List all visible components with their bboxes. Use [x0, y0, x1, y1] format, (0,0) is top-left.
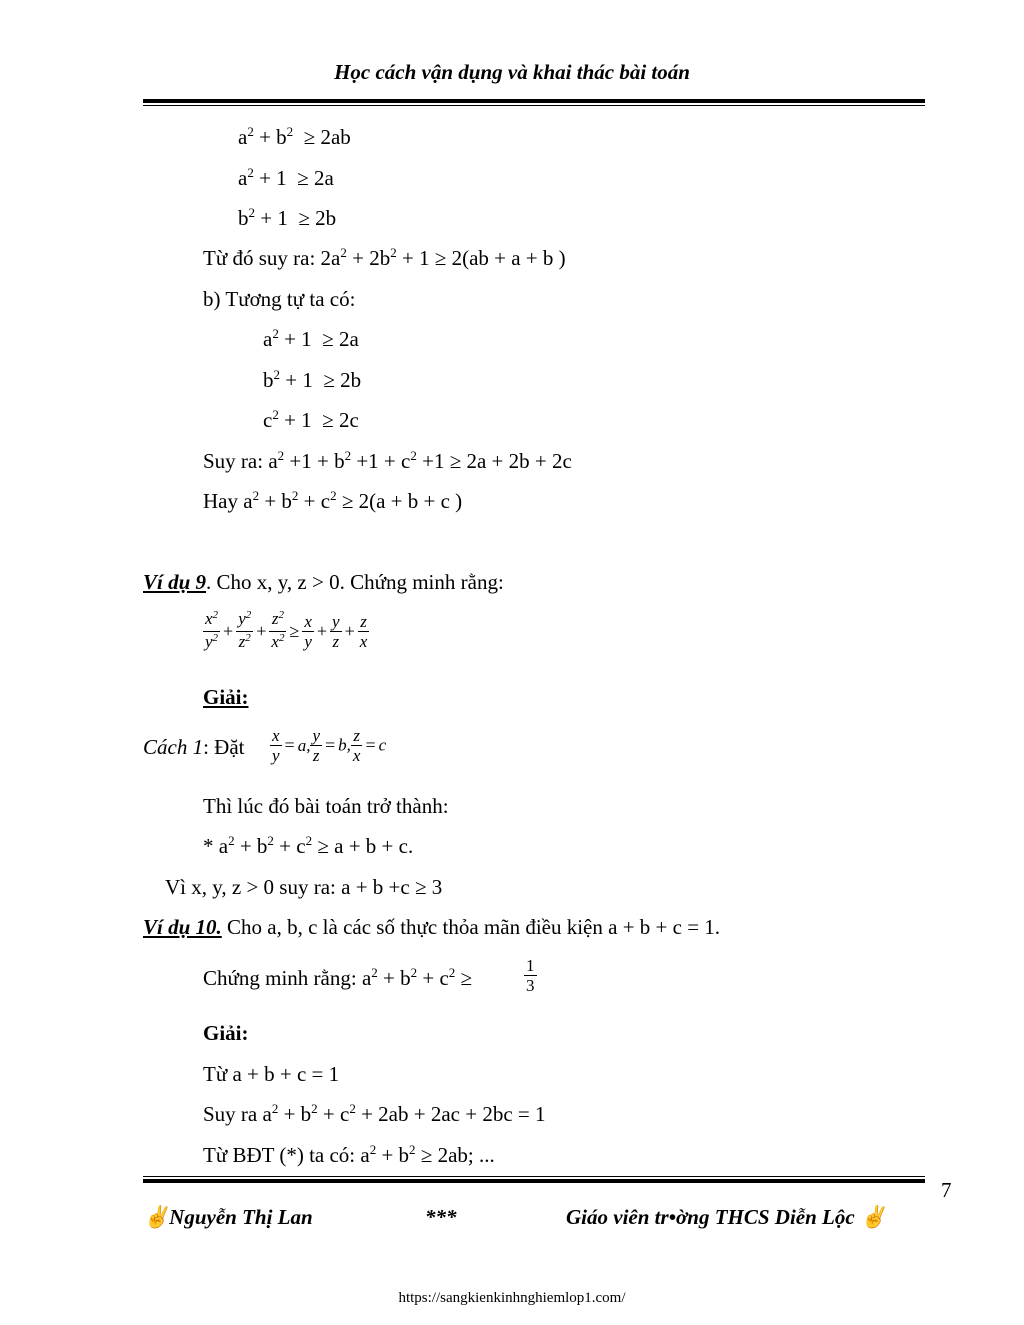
- starred-inequality: * $a^2 + b^2 + c^2 \ge a + b + c$.: [203, 833, 414, 858]
- ineq-line-6: $a^2 + 1 \ge 2a$: [263, 326, 359, 351]
- since-line: Vì x, y, z > 0 suy ra: a + b +c ≥ 3: [165, 875, 443, 899]
- one-third-fraction: $\frac{1}{3}$: [526, 956, 535, 995]
- footer-school: Giáo viên tr•ờng THCS Diễn Lộc ✌: [566, 1205, 887, 1229]
- substitution-formula: $\frac{x}{y}$ = a, $\frac{y}{z}$ = b, $\frac{z}{x}$ = c: [272, 726, 387, 765]
- example-10-prove: Chứng minh rằng: $a^2 + b^2 + c^2$ ≥: [203, 965, 473, 990]
- header-rule-thin: [143, 105, 925, 106]
- ineq-line-8: $c^2 + 1 \ge 2c$: [263, 407, 359, 432]
- example-10-solution-label: Giải:: [203, 1021, 249, 1045]
- solution-step-3: Từ BĐT (*) ta có: $a^2 + b^2 \ge 2ab$; ...: [203, 1142, 495, 1167]
- example-9-solution-label: Giải:: [203, 685, 249, 709]
- footer-author: ✌Nguyễn Thị Lan: [143, 1205, 313, 1229]
- ineq-line-4: Từ đó suy ra: $2a^2 + 2b^2 + 1 \ge 2(ab + a + b$ ): [203, 245, 566, 270]
- example-10-heading: Ví dụ 10. Cho a, b, c là các số thực thỏa mãn điều kiện a + b + c = 1.: [143, 915, 721, 939]
- footer-rule-thin: [143, 1176, 925, 1177]
- page-header-title: Học cách vận dụng và khai thác bài toán: [334, 60, 690, 84]
- transform-text: Thì lúc đó bài toán trở thành:: [203, 794, 449, 818]
- conclusion-line: Hay $a^2 + b^2 + c^2 \ge 2(a + b + c$ ): [203, 488, 463, 513]
- footer-stars: ***: [425, 1205, 457, 1229]
- footer-url-link[interactable]: https://sangkienkinhnghiemlop1.com/: [398, 1290, 626, 1306]
- solution-step-1: Từ a + b + c = 1: [203, 1062, 340, 1086]
- ineq-line-3: $b^2 + 1 \ge 2b$: [238, 205, 337, 230]
- example-9-inequality: $\frac{x^2}{y^2}$ + $\frac{y^2}{z^2}$ + $\frac{z^2}{x^2}$ ≥ $\frac{x}{y}$ + $\frac{y}{z}$ + $\frac{z}{x}$: [205, 609, 368, 651]
- example-9-heading: Ví dụ 9. Cho x, y, z > 0. Chứng minh rằng:: [143, 570, 504, 594]
- ineq-line-7: $b^2 + 1 \ge 2b$: [263, 367, 362, 392]
- header-rule-thick: [143, 99, 925, 103]
- sum-line: Suy ra: $a^2 +1 + b^2 +1 + c^2 +1 \ge 2a + 2b + 2c$: [203, 448, 572, 473]
- footer-rule-thick: [143, 1179, 925, 1183]
- page-number: 7: [941, 1178, 952, 1202]
- ineq-line-2: $a^2 + 1 \ge 2a$: [238, 165, 334, 190]
- part-b-intro: b) Tương tự ta có:: [203, 287, 356, 311]
- solution-step-2: Suy ra $a^2 + b^2 + c^2 + 2ab + 2ac + 2bc = 1$: [203, 1101, 546, 1126]
- ineq-line-1: $a^2 + b^2 \ge 2ab$: [238, 124, 351, 149]
- method-1-label: Cách 1: Đặt: [143, 735, 245, 759]
